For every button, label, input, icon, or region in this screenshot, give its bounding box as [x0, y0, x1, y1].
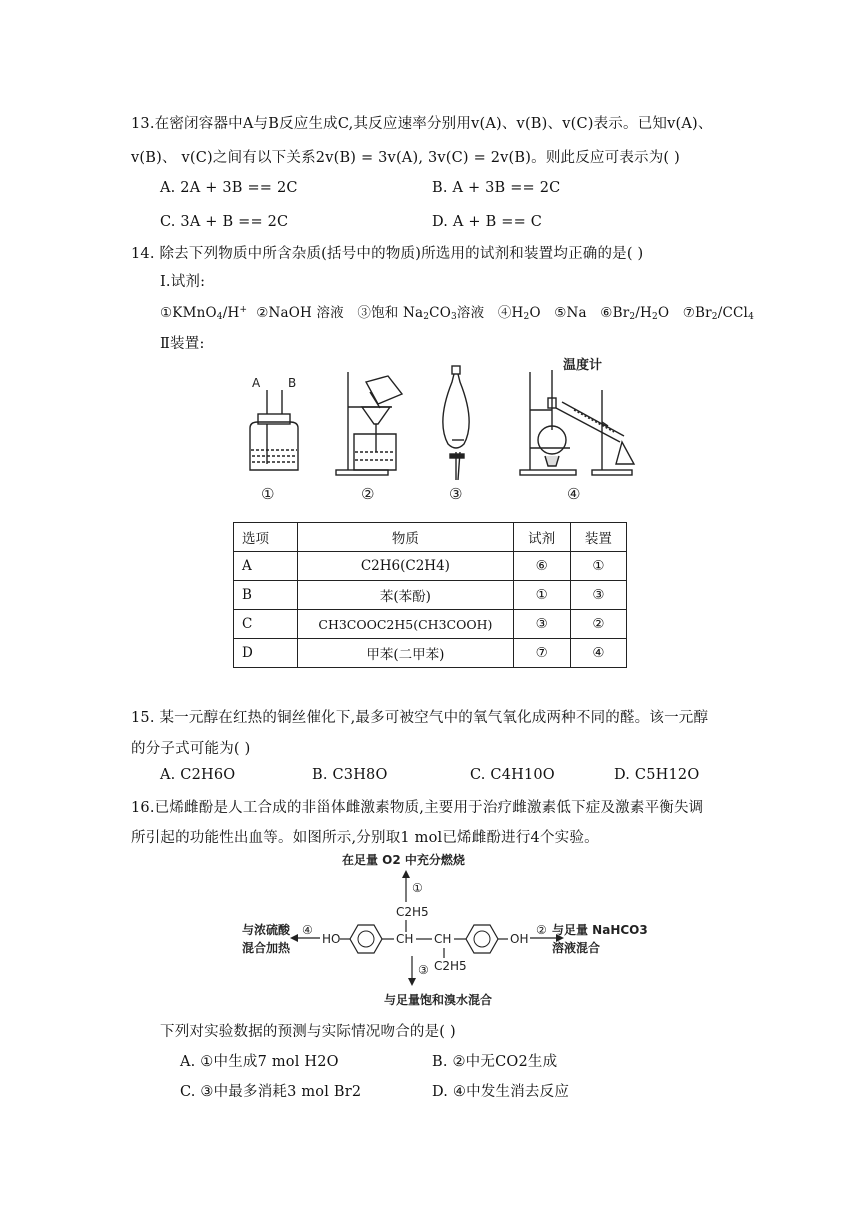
methine-left: CH: [396, 932, 414, 946]
q16-prompt: 下列对实验数据的预测与实际情况吻合的是( ): [160, 1024, 456, 1040]
gas-bottle-label-b: B: [288, 376, 297, 390]
apparatus-figure: [230, 352, 650, 502]
q14-reagent-list: ①KMnO$_4$/H+ ②NaOH 溶液 ③饱和 $Na_2CO_3$溶液 $④H_2O$ ⑤Na $⑥Br_2/H_2O$ $⑦Br_2/CCl_4$: [160, 305, 754, 322]
row-option: B: [234, 581, 298, 610]
q15-option-b: B. C3H8O: [312, 767, 388, 783]
row-option: A: [234, 552, 298, 581]
q16-option-b: B. ②中无CO2生成: [432, 1054, 558, 1070]
benzene-ring-right: [466, 925, 498, 953]
row-reagent: ⑥: [513, 552, 570, 581]
arrow-label-3: ③: [418, 963, 429, 977]
q13-option-d: D. A + B == C: [432, 214, 543, 230]
q14-apparatus-heading: Ⅱ装置:: [160, 336, 205, 352]
row-substance: CH3COOC2H5(CH3COOH): [298, 610, 513, 639]
methine-right: CH: [434, 932, 452, 946]
row-apparatus: ③: [570, 581, 626, 610]
diagram-top-condition: 在足量 O2 中充分燃烧: [342, 853, 465, 867]
q15-option-c: C. C4H10O: [470, 767, 555, 783]
filtration-setup: [336, 372, 402, 475]
table-row: [234, 610, 627, 639]
row-substance: 甲苯(二甲苯): [298, 639, 513, 668]
q13-option-a: A. 2A + 3B == 2C: [160, 180, 298, 196]
q14-reagent-heading: Ⅰ.试剂:: [160, 274, 206, 290]
gas-bottle-label-a: A: [252, 376, 261, 390]
table-row: [234, 639, 627, 668]
table-header-row: [234, 523, 627, 552]
row-option: D: [234, 639, 298, 668]
hydroxyl-right: OH: [510, 932, 529, 946]
diagram-left-condition-2: 混合加热: [242, 941, 291, 955]
diagram-left-condition-1: 与浓硫酸: [242, 923, 291, 937]
row-apparatus: ①: [570, 552, 626, 581]
q16-option-d: D. ④中发生消去反应: [432, 1084, 570, 1100]
q15-option-a: A. C2H6O: [160, 767, 236, 783]
row-apparatus: ④: [570, 639, 626, 668]
ethyl-bottom: C2H5: [434, 959, 467, 973]
gas-washing-bottle: [250, 376, 298, 470]
apparatus-label-4: ④: [567, 485, 581, 502]
arrow-label-4: ④: [302, 923, 313, 937]
diagram-right-condition-1: 与足量 NaHCO3: [552, 923, 648, 937]
row-reagent: ①: [513, 581, 570, 610]
table-row: [234, 552, 627, 581]
row-substance: 苯(苯酚): [298, 581, 513, 610]
q16-stem-line2: 所引起的功能性出血等。如图所示,分别取1 mol已烯雌酚进行4个实验。: [131, 830, 599, 846]
hydroxyl-left: HO: [322, 932, 341, 946]
q13-option-b: B. A + 3B == 2C: [432, 180, 561, 196]
q16-stem-line1: 16.已烯雌酚是人工合成的非甾体雌激素物质,主要用于治疗雌激素低下症及激素平衡失调: [131, 800, 704, 816]
header-option: 选项: [234, 523, 298, 552]
row-substance: C2H6(C2H4): [298, 552, 513, 581]
table-row: [234, 581, 627, 610]
q14-answer-table: [233, 522, 627, 668]
separatory-funnel: [443, 366, 469, 480]
row-reagent: ③: [513, 610, 570, 639]
row-option: C: [234, 610, 298, 639]
row-apparatus: ②: [570, 610, 626, 639]
q15-stem-line1: 15. 某一元醇在红热的铜丝催化下,最多可被空气中的氧气氧化成两种不同的醛。该一元醇: [131, 710, 709, 726]
header-reagent: 试剂: [513, 523, 570, 552]
q16-option-c: C. ③中最多消耗3 mol Br2: [180, 1084, 362, 1100]
distillation-setup: [520, 370, 634, 475]
ethyl-top: C2H5: [396, 905, 429, 919]
q16-option-a: A. ①中生成7 mol H2O: [180, 1054, 339, 1070]
thermometer-label: 温度计: [563, 358, 603, 373]
apparatus-label-3: ③: [449, 485, 463, 502]
arrow-label-2: ②: [536, 923, 547, 937]
diagram-right-condition-2: 溶液混合: [552, 941, 601, 955]
hexestrol-reaction-diagram: [240, 850, 650, 1010]
arrow-label-1: ①: [412, 881, 423, 895]
q13-stem-line2: v(B)、 v(C)之间有以下关系2v(B) = 3v(A), 3v(C) = 2v(B)。则此反应可表示为( ): [131, 150, 680, 166]
apparatus-label-1: ①: [261, 485, 275, 502]
header-apparatus: 装置: [570, 523, 626, 552]
row-reagent: ⑦: [513, 639, 570, 668]
q14-stem: 14. 除去下列物质中所含杂质(括号中的物质)所选用的试剂和装置均正确的是( ): [131, 246, 644, 262]
diagram-bottom-condition: 与足量饱和溴水混合: [384, 993, 493, 1007]
header-substance: 物质: [298, 523, 513, 552]
q15-option-d: D. C5H12O: [614, 767, 700, 783]
q13-option-c: C. 3A + B == 2C: [160, 214, 289, 230]
apparatus-label-2: ②: [361, 485, 375, 502]
benzene-ring-left: [350, 925, 382, 953]
q13-stem-line1: 13.在密闭容器中A与B反应生成C,其反应速率分别用v(A)、v(B)、v(C)表示。已知v(A)、: [131, 116, 713, 132]
q15-stem-line2: 的分子式可能为( ): [131, 741, 251, 757]
